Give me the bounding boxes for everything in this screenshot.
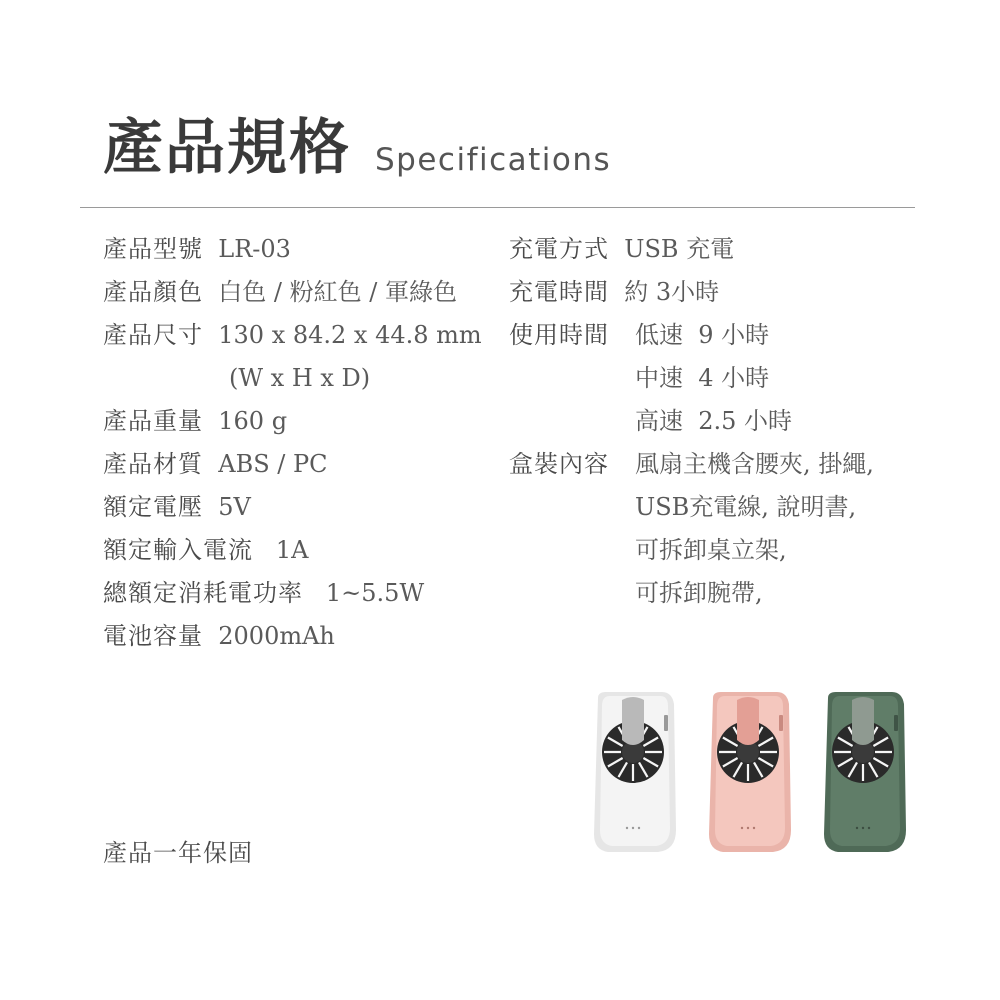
- page-subtitle: Specifications: [375, 142, 612, 178]
- spec-value: 白色 / 粉紅色 / 軍綠色: [218, 278, 457, 306]
- spec-size: [103, 320, 482, 350]
- spec-current: [103, 535, 309, 565]
- spec-color: [103, 277, 457, 307]
- spec-label: 電池容量: [103, 622, 203, 650]
- spec-label: 總額定消耗電功率: [103, 579, 303, 607]
- spec-voltage: [103, 492, 251, 522]
- spec-charge-time: [509, 277, 719, 307]
- usage-low: 低速 9 小時: [635, 321, 770, 349]
- spec-label: 產品尺寸: [103, 321, 203, 349]
- spec-value: ABS / PC: [218, 450, 328, 478]
- spec-label: 產品型號: [103, 235, 203, 263]
- warranty-text: 產品一年保固: [103, 839, 253, 867]
- spec-material: [103, 449, 328, 479]
- spec-power: [103, 578, 424, 608]
- spec-label: 充電時間: [509, 278, 609, 306]
- spec-weight: [103, 406, 287, 436]
- spec-label: 額定電壓: [103, 493, 203, 521]
- spec-value: 2000mAh: [218, 622, 335, 650]
- spec-value: LR-03: [218, 235, 291, 263]
- spec-label: 產品材質: [103, 450, 203, 478]
- spec-value: 約 3小時: [624, 278, 720, 306]
- box-item-2: USB充電線, 說明書,: [635, 493, 857, 521]
- box-item-1: 風扇主機含腰夾, 掛繩,: [635, 450, 874, 478]
- fan-pink: [709, 692, 791, 852]
- spec-charge-method: [509, 234, 734, 264]
- spec-value: 160 g: [218, 407, 288, 435]
- spec-label: 額定輸入電流: [103, 536, 253, 564]
- spec-label: 產品顏色: [103, 278, 203, 306]
- usage-high: 高速 2.5 小時: [635, 407, 793, 435]
- box-item-4: 可拆卸腕帶,: [635, 579, 763, 607]
- spec-label: 使用時間: [509, 321, 609, 349]
- spec-model: [103, 234, 291, 264]
- fan-white: [594, 692, 676, 852]
- spec-value: 5V: [218, 493, 251, 521]
- divider: [80, 207, 915, 208]
- spec-usage-time: [509, 320, 609, 350]
- spec-size-unit: (W x H x D): [229, 364, 371, 392]
- box-item-3: 可拆卸桌立架,: [635, 536, 787, 564]
- spec-value: 1A: [275, 536, 309, 564]
- fan-green: [824, 692, 906, 852]
- spec-label: 充電方式: [509, 235, 609, 263]
- usage-mid: 中速 4 小時: [635, 364, 770, 392]
- spec-box-contents: [509, 449, 609, 479]
- page-title: 產品規格: [103, 113, 351, 183]
- spec-value: 130 x 84.2 x 44.8 mm: [218, 321, 482, 349]
- product-fans-image: [580, 690, 920, 865]
- spec-battery: [103, 621, 335, 651]
- spec-value: USB 充電: [624, 235, 735, 263]
- spec-label: 盒裝內容: [509, 450, 609, 478]
- spec-label: 產品重量: [103, 407, 203, 435]
- spec-value: 1~5.5W: [325, 579, 425, 607]
